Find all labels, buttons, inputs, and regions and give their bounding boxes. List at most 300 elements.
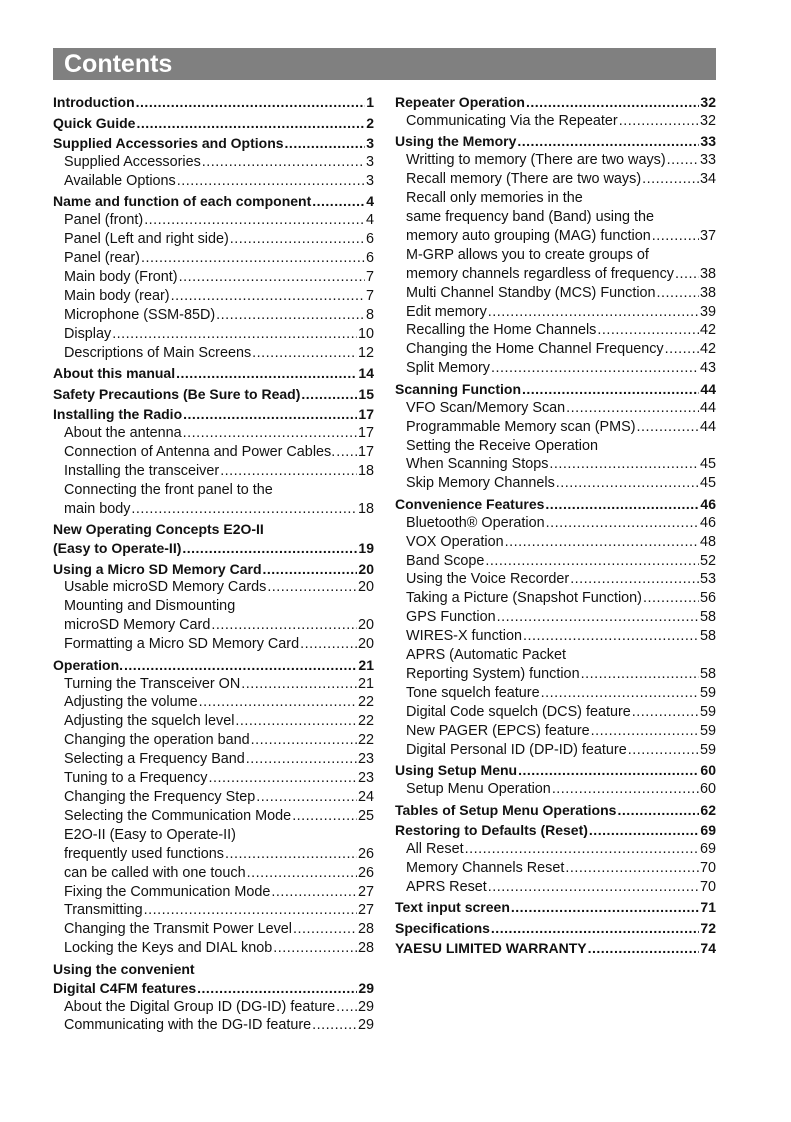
toc-dot-leader <box>545 495 699 514</box>
toc-section-entry <box>53 539 374 558</box>
toc-dot-leader <box>197 979 357 998</box>
toc-subsection-entry <box>395 359 716 378</box>
toc-entry-title: Connection of Antenna and Power Cables. <box>64 443 336 460</box>
toc-page-number: 42 <box>699 322 716 339</box>
toc-page-number: 17 <box>357 443 374 460</box>
toc-entry-title: Recall memory (There are two ways) <box>406 171 642 188</box>
toc-entry-title: Panel (rear) <box>64 250 140 267</box>
toc-entry-title: Communicating with the DG-ID feature <box>64 1017 312 1034</box>
toc-entry-title: Taking a Picture (Snapshot Function) <box>406 590 642 607</box>
toc-section-entry <box>53 960 374 979</box>
toc-page-number: 4 <box>365 212 374 229</box>
toc-page-number: 21 <box>357 675 374 692</box>
toc-subsection-entry <box>395 514 716 533</box>
toc-page-number: 18 <box>357 500 374 517</box>
toc-subsection-entry <box>395 570 716 589</box>
toc-entry-title: Recalling the Home Channels <box>406 322 597 339</box>
toc-entry-title: Convenience Features <box>395 495 545 512</box>
toc-dot-leader <box>617 801 699 820</box>
toc-entry-title: VOX Operation <box>406 533 504 550</box>
toc-page-number: 17 <box>358 406 374 423</box>
toc-subsection-entry <box>395 418 716 437</box>
toc-dot-leader <box>177 172 365 191</box>
toc-page-number: 19 <box>358 540 374 556</box>
toc-entry-title: can be called with one touch <box>64 864 246 881</box>
toc-subsection-entry <box>395 780 716 799</box>
toc-entry-title: main body <box>64 500 131 517</box>
toc-dot-leader <box>497 608 699 627</box>
toc-page-number: 22 <box>357 732 374 749</box>
toc-page-number: 33 <box>700 133 716 150</box>
toc-page-number: 3 <box>365 153 374 170</box>
toc-dot-leader <box>597 321 699 340</box>
toc-entry-title: About the antenna <box>64 424 182 441</box>
toc-section-entry <box>395 132 716 151</box>
toc-subsection-entry <box>395 646 716 665</box>
toc-dot-leader <box>511 898 700 917</box>
toc-dot-leader <box>131 500 357 519</box>
toc-dot-leader <box>202 153 365 172</box>
toc-subsection-entry <box>395 859 716 878</box>
toc-page-number: 33 <box>699 152 716 169</box>
toc-entry-title: Panel (front) <box>64 212 144 229</box>
toc-dot-leader <box>267 578 357 597</box>
toc-entry-title: memory auto grouping (MAG) function <box>406 227 651 244</box>
toc-dot-leader <box>566 399 699 418</box>
toc-dot-leader <box>657 284 699 303</box>
toc-subsection-entry <box>53 750 374 769</box>
toc-subsection-entry <box>395 170 716 189</box>
toc-dot-leader <box>112 325 357 344</box>
toc-entry-title: Scanning Function <box>395 380 521 397</box>
toc-entry-title: New Operating Concepts E2O-II <box>53 521 264 538</box>
toc-page-number: 28 <box>357 940 374 957</box>
toc-page-number: 26 <box>357 864 374 881</box>
toc-page-number: 3 <box>366 135 374 151</box>
toc-page-number: 6 <box>365 231 374 248</box>
toc-entry-title: YAESU LIMITED WARRANTY <box>395 940 587 957</box>
toc-subsection-entry <box>395 455 716 474</box>
toc-page-number: 60 <box>699 781 716 797</box>
toc-page-number: 12 <box>357 344 374 361</box>
toc-dot-leader <box>312 1016 357 1035</box>
toc-entry-title: Writting to memory (There are two ways) <box>406 152 666 169</box>
toc-subsection-entry <box>53 693 374 712</box>
toc-page-number: 18 <box>357 462 374 479</box>
toc-page-number: 53 <box>699 571 716 588</box>
toc-page-number: 23 <box>357 770 374 787</box>
toc-page-number: 45 <box>699 456 716 473</box>
toc-dot-leader <box>546 514 699 533</box>
toc-right-column <box>395 93 716 958</box>
toc-subsection-entry <box>395 741 716 760</box>
toc-subsection-entry <box>53 807 374 826</box>
toc-dot-leader <box>522 380 699 399</box>
toc-entry-title: Selecting a Frequency Band <box>64 751 245 768</box>
toc-entry-title: Name and function of each component <box>53 193 312 210</box>
toc-subsection-entry <box>395 627 716 646</box>
toc-subsection-entry <box>395 474 716 493</box>
toc-page-number: 26 <box>357 845 374 862</box>
toc-subsection-entry <box>53 845 374 864</box>
toc-dot-leader <box>252 344 357 363</box>
toc-page-number: 74 <box>700 940 716 957</box>
toc-page-number: 44 <box>700 380 716 397</box>
toc-entry-title: Text input screen <box>395 899 510 916</box>
toc-subsection-entry <box>395 703 716 722</box>
toc-dot-leader <box>271 883 357 902</box>
toc-dot-leader <box>141 249 365 268</box>
toc-page-number: 59 <box>699 722 716 739</box>
toc-dot-leader <box>518 761 699 780</box>
toc-page-number: 29 <box>358 979 374 996</box>
toc-entry-title: Adjusting the volume <box>64 694 198 711</box>
toc-section-entry <box>53 114 374 133</box>
toc-section-entry <box>395 495 716 514</box>
toc-dot-leader <box>556 474 699 493</box>
toc-subsection-entry <box>395 284 716 303</box>
toc-page-number: 22 <box>357 694 374 711</box>
toc-entry-title: memory channels regardless of frequency <box>406 265 674 282</box>
toc-subsection-entry <box>395 722 716 741</box>
toc-dot-leader <box>216 306 365 325</box>
toc-entry-title: Connecting the front panel to the <box>64 481 273 498</box>
toc-entry-title: Display <box>64 325 112 342</box>
toc-page-number: 38 <box>699 284 716 301</box>
toc-entry-title: Bluetooth® Operation <box>406 514 545 531</box>
toc-dot-leader <box>336 998 357 1017</box>
toc-subsection-entry <box>53 268 374 287</box>
toc-dot-leader <box>570 570 699 589</box>
toc-entry-title: Introduction <box>53 94 135 110</box>
toc-subsection-entry <box>53 578 374 597</box>
toc-subsection-entry <box>395 533 716 552</box>
toc-entry-title: Restoring to Defaults (Reset) <box>395 822 588 838</box>
toc-page-number: 70 <box>699 878 716 895</box>
toc-entry-title: frequently used functions <box>64 845 224 862</box>
toc-page-number: 27 <box>357 883 374 900</box>
toc-subsection-entry <box>395 608 716 627</box>
toc-entry-title: Programmable Memory scan (PMS) <box>406 418 636 435</box>
toc-dot-leader <box>488 878 699 897</box>
toc-dot-leader <box>549 455 699 474</box>
toc-subsection-entry <box>53 249 374 268</box>
toc-dot-leader <box>301 385 357 404</box>
toc-entry-title: Available Options <box>64 172 176 189</box>
toc-subsection-entry <box>53 826 374 845</box>
toc-entry-title: Changing the Home Channel Frequency <box>406 341 664 358</box>
toc-subsection-entry <box>53 500 374 519</box>
toc-entry-title: Main body (rear) <box>64 287 170 304</box>
toc-page-number: 2 <box>366 114 374 131</box>
toc-entry-title: Installing the Radio <box>53 406 183 423</box>
toc-dot-leader <box>251 731 357 750</box>
toc-dot-leader <box>541 684 699 703</box>
toc-subsection-entry <box>53 481 374 500</box>
toc-subsection-entry <box>53 769 374 788</box>
toc-entry-title: (Easy to Operate-II) <box>53 540 182 556</box>
toc-subsection-entry <box>53 153 374 172</box>
toc-dot-leader <box>667 151 699 170</box>
toc-page-number: 72 <box>700 919 716 936</box>
toc-entry-title: Split Memory <box>406 360 490 377</box>
toc-dot-leader <box>652 227 699 246</box>
toc-subsection-entry <box>53 306 374 325</box>
toc-entry-title: Repeater Operation <box>395 94 525 110</box>
toc-subsection-entry <box>395 321 716 340</box>
toc-subsection-entry <box>395 878 716 897</box>
toc-section-entry <box>395 380 716 399</box>
toc-entry-title: About the Digital Group ID (DG-ID) feature <box>64 998 336 1015</box>
toc-dot-leader <box>247 864 357 883</box>
toc-dot-leader <box>285 134 366 153</box>
toc-entry-title: Adjusting the squelch level <box>64 713 235 730</box>
toc-subsection-entry <box>53 230 374 249</box>
toc-subsection-entry <box>53 616 374 635</box>
toc-subsection-entry <box>395 303 716 322</box>
toc-page-number: 70 <box>699 859 716 876</box>
toc-subsection-entry <box>395 112 716 131</box>
toc-entry-title: All Reset <box>406 840 464 857</box>
toc-dot-leader <box>552 780 699 799</box>
toc-dot-leader <box>292 807 357 826</box>
toc-page-number: 48 <box>699 533 716 550</box>
toc-dot-leader <box>526 93 699 112</box>
toc-entry-title: Digital Code squelch (DCS) feature <box>406 703 631 720</box>
toc-entry-title: Changing the operation band <box>64 732 250 749</box>
toc-subsection-entry <box>53 424 374 443</box>
toc-page-number: 14 <box>358 365 374 382</box>
toc-entry-title: Selecting the Communication Mode <box>64 807 292 824</box>
toc-page-number: 24 <box>357 788 374 805</box>
toc-page-number: 69 <box>699 840 716 857</box>
toc-entry-title: Memory Channels Reset <box>406 859 565 876</box>
toc-entry-title: Fixing the Communication Mode <box>64 883 271 900</box>
toc-section-entry <box>395 93 716 112</box>
toc-page-number: 4 <box>366 193 374 210</box>
toc-entry-title: Digital C4FM features <box>53 979 197 996</box>
toc-subsection-entry <box>395 246 716 265</box>
toc-page-number: 7 <box>365 268 374 285</box>
toc-subsection-entry <box>395 589 716 608</box>
toc-section-entry <box>53 385 374 404</box>
toc-page-number: 29 <box>357 1017 374 1034</box>
toc-page-number: 34 <box>699 171 716 188</box>
toc-dot-leader <box>176 364 357 383</box>
toc-entry-title: Tables of Setup Menu Operations <box>395 801 617 818</box>
toc-page-number: 52 <box>699 552 716 569</box>
toc-page-number: 60 <box>700 762 716 779</box>
toc-entry-title: Skip Memory Channels <box>406 475 555 492</box>
toc-page-number: 32 <box>699 112 716 129</box>
toc-page-number: 23 <box>357 751 374 768</box>
toc-entry-title: Descriptions of Main Screens <box>64 344 252 361</box>
toc-page-number: 59 <box>699 703 716 720</box>
toc-dot-leader <box>465 840 699 859</box>
toc-entry-title: Changing the Frequency Step <box>64 788 256 805</box>
toc-page-number: 44 <box>699 399 716 416</box>
toc-page-number: 71 <box>700 899 716 916</box>
toc-dot-leader <box>208 769 357 788</box>
toc-page-number: 38 <box>699 265 716 282</box>
toc-subsection-entry <box>395 208 716 227</box>
toc-section-entry <box>53 656 374 675</box>
toc-entry-title: Supplied Accessories and Options <box>53 135 284 151</box>
toc-subsection-entry <box>53 731 374 750</box>
toc-page-number: 20 <box>357 636 374 653</box>
toc-dot-leader <box>225 845 357 864</box>
toc-entry-title: Supplied Accessories <box>64 153 201 170</box>
toc-subsection-entry <box>395 552 716 571</box>
toc-entry-title: Digital Personal ID (DP-ID) feature <box>406 741 627 758</box>
toc-entry-title: Operation. <box>53 656 124 673</box>
toc-section-entry <box>53 192 374 211</box>
toc-page-number: 22 <box>357 713 374 730</box>
toc-entry-title: APRS Reset <box>406 878 487 895</box>
toc-section-entry <box>53 93 374 112</box>
toc-page-number: 25 <box>357 807 374 824</box>
toc-entry-title: Tuning to a Frequency <box>64 770 208 787</box>
toc-entry-title: Using the convenient <box>53 960 195 977</box>
toc-entry-title: APRS (Automatic Packet <box>406 647 566 664</box>
toc-entry-title: Edit memory <box>406 303 487 320</box>
toc-page-number: 42 <box>699 341 716 358</box>
toc-subsection-entry <box>53 597 374 616</box>
toc-page-number: 37 <box>699 227 716 244</box>
toc-entry-title: Installing the transceiver <box>64 462 220 479</box>
toc-entry-title: Locking the Keys and DIAL knob <box>64 940 273 957</box>
toc-subsection-entry <box>53 939 374 958</box>
toc-dot-leader <box>199 693 357 712</box>
toc-page-number: 10 <box>357 325 374 342</box>
toc-subsection-entry <box>53 788 374 807</box>
toc-dot-leader <box>491 919 700 938</box>
toc-entry-title: microSD Memory Card <box>64 617 211 634</box>
toc-section-entry <box>395 821 716 840</box>
toc-dot-leader <box>182 539 357 558</box>
toc-section-entry <box>395 761 716 780</box>
toc-section-entry <box>53 560 374 579</box>
toc-dot-leader <box>632 703 699 722</box>
toc-page-number: 39 <box>699 303 716 320</box>
toc-section-entry <box>395 939 716 958</box>
toc-entry-title: Communicating Via the Repeater <box>406 112 618 129</box>
toc-page-number: 45 <box>699 475 716 492</box>
toc-subsection-entry <box>395 399 716 418</box>
toc-page-number: 56 <box>699 590 716 607</box>
toc-subsection-entry <box>53 635 374 654</box>
toc-dot-leader <box>144 211 365 230</box>
toc-entry-title: Using Setup Menu <box>395 762 518 779</box>
toc-page-number: 15 <box>358 385 374 402</box>
toc-page-number: 20 <box>357 579 374 596</box>
toc-dot-leader <box>246 750 357 769</box>
toc-entry-title: Transmitting <box>64 902 143 919</box>
toc-subsection-entry <box>53 443 374 462</box>
toc-dot-leader <box>235 712 357 731</box>
toc-entry-title: Using a Micro SD Memory Card <box>53 560 262 577</box>
page-title: Contents <box>64 50 173 78</box>
toc-entry-title: WIRES-X function <box>406 628 522 645</box>
toc-dot-leader <box>124 656 357 675</box>
toc-entry-title: M-GRP allows you to create groups of <box>406 246 649 263</box>
toc-dot-leader <box>491 359 699 378</box>
toc-page-number: 43 <box>699 360 716 377</box>
toc-entry-title: Turning the Transceiver ON <box>64 675 241 692</box>
toc-dot-leader <box>211 616 357 635</box>
toc-page-number: 58 <box>699 609 716 626</box>
toc-page-number: 46 <box>699 514 716 531</box>
toc-dot-leader <box>565 859 699 878</box>
toc-entry-title: Usable microSD Memory Cards <box>64 579 267 596</box>
toc-entry-title: Using the Voice Recorder <box>406 571 570 588</box>
toc-dot-leader <box>336 443 357 462</box>
toc-subsection-entry <box>395 189 716 208</box>
toc-section-entry <box>53 979 374 998</box>
toc-page-number: 58 <box>699 628 716 645</box>
toc-page-number: 28 <box>357 921 374 938</box>
toc-page-number: 20 <box>357 617 374 634</box>
toc-dot-leader <box>136 114 365 133</box>
toc-dot-leader <box>179 268 365 287</box>
toc-entry-title: GPS Function <box>406 609 496 626</box>
toc-subsection-entry <box>53 712 374 731</box>
toc-dot-leader <box>256 788 357 807</box>
toc-section-entry <box>53 364 374 383</box>
toc-dot-leader <box>293 920 357 939</box>
toc-entry-title: Recall only memories in the <box>406 190 583 207</box>
toc-dot-leader <box>675 265 699 284</box>
toc-subsection-entry <box>395 684 716 703</box>
toc-subsection-entry <box>53 211 374 230</box>
toc-page-number: 17 <box>357 424 374 441</box>
toc-page-number: 6 <box>365 250 374 267</box>
toc-dot-leader <box>643 589 699 608</box>
toc-subsection-entry <box>53 920 374 939</box>
toc-subsection-entry <box>53 462 374 481</box>
toc-dot-leader <box>183 405 357 424</box>
toc-page-number: 1 <box>366 94 374 110</box>
toc-page-number: 59 <box>699 684 716 701</box>
toc-entry-title: Changing the Transmit Power Level <box>64 921 292 938</box>
toc-page-number: 8 <box>365 306 374 323</box>
toc-dot-leader <box>628 741 699 760</box>
toc-subsection-entry <box>53 864 374 883</box>
toc-entry-title: E2O-II (Easy to Operate-II) <box>64 826 236 843</box>
toc-page-number: 46 <box>700 495 716 512</box>
toc-dot-leader <box>665 340 699 359</box>
toc-page-number: 20 <box>358 560 374 577</box>
toc-entry-title: Quick Guide <box>53 114 136 131</box>
toc-subsection-entry <box>53 172 374 191</box>
toc-page-number: 7 <box>365 287 374 304</box>
toc-dot-leader <box>517 132 699 151</box>
toc-page-number: 59 <box>699 741 716 758</box>
toc-entry-title: Specifications <box>395 919 490 936</box>
toc-page-number: 21 <box>358 656 374 673</box>
toc-dot-leader <box>136 93 366 112</box>
toc-dot-leader <box>230 230 365 249</box>
toc-subsection-entry <box>53 998 374 1017</box>
toc-page-number: 32 <box>700 94 716 110</box>
toc-entry-title: Band Scope <box>406 552 485 569</box>
toc-subsection-entry <box>53 1016 374 1035</box>
contents-header-bar <box>53 48 716 80</box>
toc-page-number: 3 <box>365 172 374 189</box>
toc-entry-title: Multi Channel Standby (MCS) Function <box>406 284 656 301</box>
toc-section-entry <box>395 898 716 917</box>
toc-dot-leader <box>273 939 357 958</box>
